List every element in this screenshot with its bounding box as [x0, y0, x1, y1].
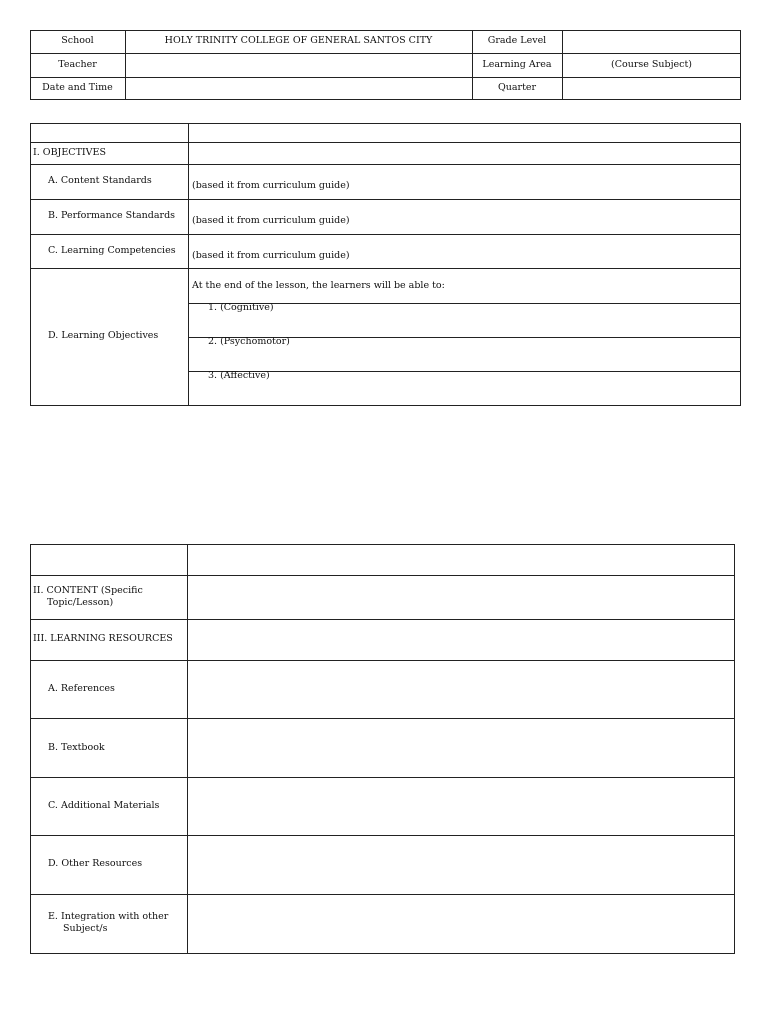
school-label: School: [61, 35, 94, 46]
objectives-row-divider-2: [30, 164, 741, 165]
resources-row-divider-2: [30, 619, 735, 620]
resources-row-divider-5: [30, 777, 735, 778]
objective-item-affective[interactable]: 3. (Affective): [208, 370, 270, 381]
learning-objectives-intro: At the end of the lesson, the learners will be able to:: [192, 280, 445, 291]
objectives-row-divider-5: [30, 268, 741, 269]
objectives-row-divider-4: [30, 234, 741, 235]
content-topic-label: II. CONTENT (Specific Topic/Lesson): [33, 585, 143, 608]
learning-area-label: Learning Area: [482, 59, 552, 70]
references-label: A. References: [48, 683, 115, 694]
learning-area-value[interactable]: (Course Subject): [611, 59, 692, 70]
learning-resources-heading: III. LEARNING RESOURCES: [33, 633, 173, 644]
objectives-table: [30, 123, 741, 406]
objectives-subrow-divider-3: [188, 371, 741, 372]
objective-item-cognitive[interactable]: 1. (Cognitive): [208, 302, 274, 313]
performance-standards-label: B. Performance Standards: [48, 210, 176, 221]
resources-col-divider: [187, 544, 188, 954]
content-standards-value[interactable]: (based it from curriculum guide): [192, 180, 350, 191]
date-time-label: Date and Time: [42, 82, 113, 93]
resources-row-divider-3: [30, 660, 735, 661]
additional-materials-label: C. Additional Materials: [48, 800, 160, 811]
integration-label: E. Integration with other Subject/s: [48, 911, 169, 934]
textbook-label: B. Textbook: [48, 742, 105, 753]
objectives-row-divider-1: [30, 142, 741, 143]
objectives-col-divider: [188, 123, 189, 406]
content-standards-label: A. Content Standards: [48, 175, 152, 186]
learning-objectives-label: D. Learning Objectives: [48, 330, 159, 341]
objectives-heading: I. OBJECTIVES: [33, 147, 106, 158]
header-row-divider-1: [30, 53, 741, 54]
objective-item-psychomotor[interactable]: 2. (Psychomotor): [208, 336, 290, 347]
quarter-label: Quarter: [497, 82, 537, 93]
teacher-label: Teacher: [58, 59, 97, 70]
learning-competencies-label: C. Learning Competencies: [48, 245, 176, 256]
header-row-divider-2: [30, 77, 741, 78]
school-value[interactable]: HOLY TRINITY COLLEGE OF GENERAL SANTOS CITY: [164, 35, 433, 46]
learning-competencies-value[interactable]: (based it from curriculum guide): [192, 250, 350, 261]
objectives-row-divider-3: [30, 199, 741, 200]
resources-row-divider-1: [30, 575, 735, 576]
resources-row-divider-4: [30, 718, 735, 719]
performance-standards-value[interactable]: (based it from curriculum guide): [192, 215, 350, 226]
resources-row-divider-7: [30, 894, 735, 895]
other-resources-label: D. Other Resources: [48, 858, 143, 869]
grade-level-label: Grade Level: [487, 35, 547, 46]
resources-row-divider-6: [30, 835, 735, 836]
